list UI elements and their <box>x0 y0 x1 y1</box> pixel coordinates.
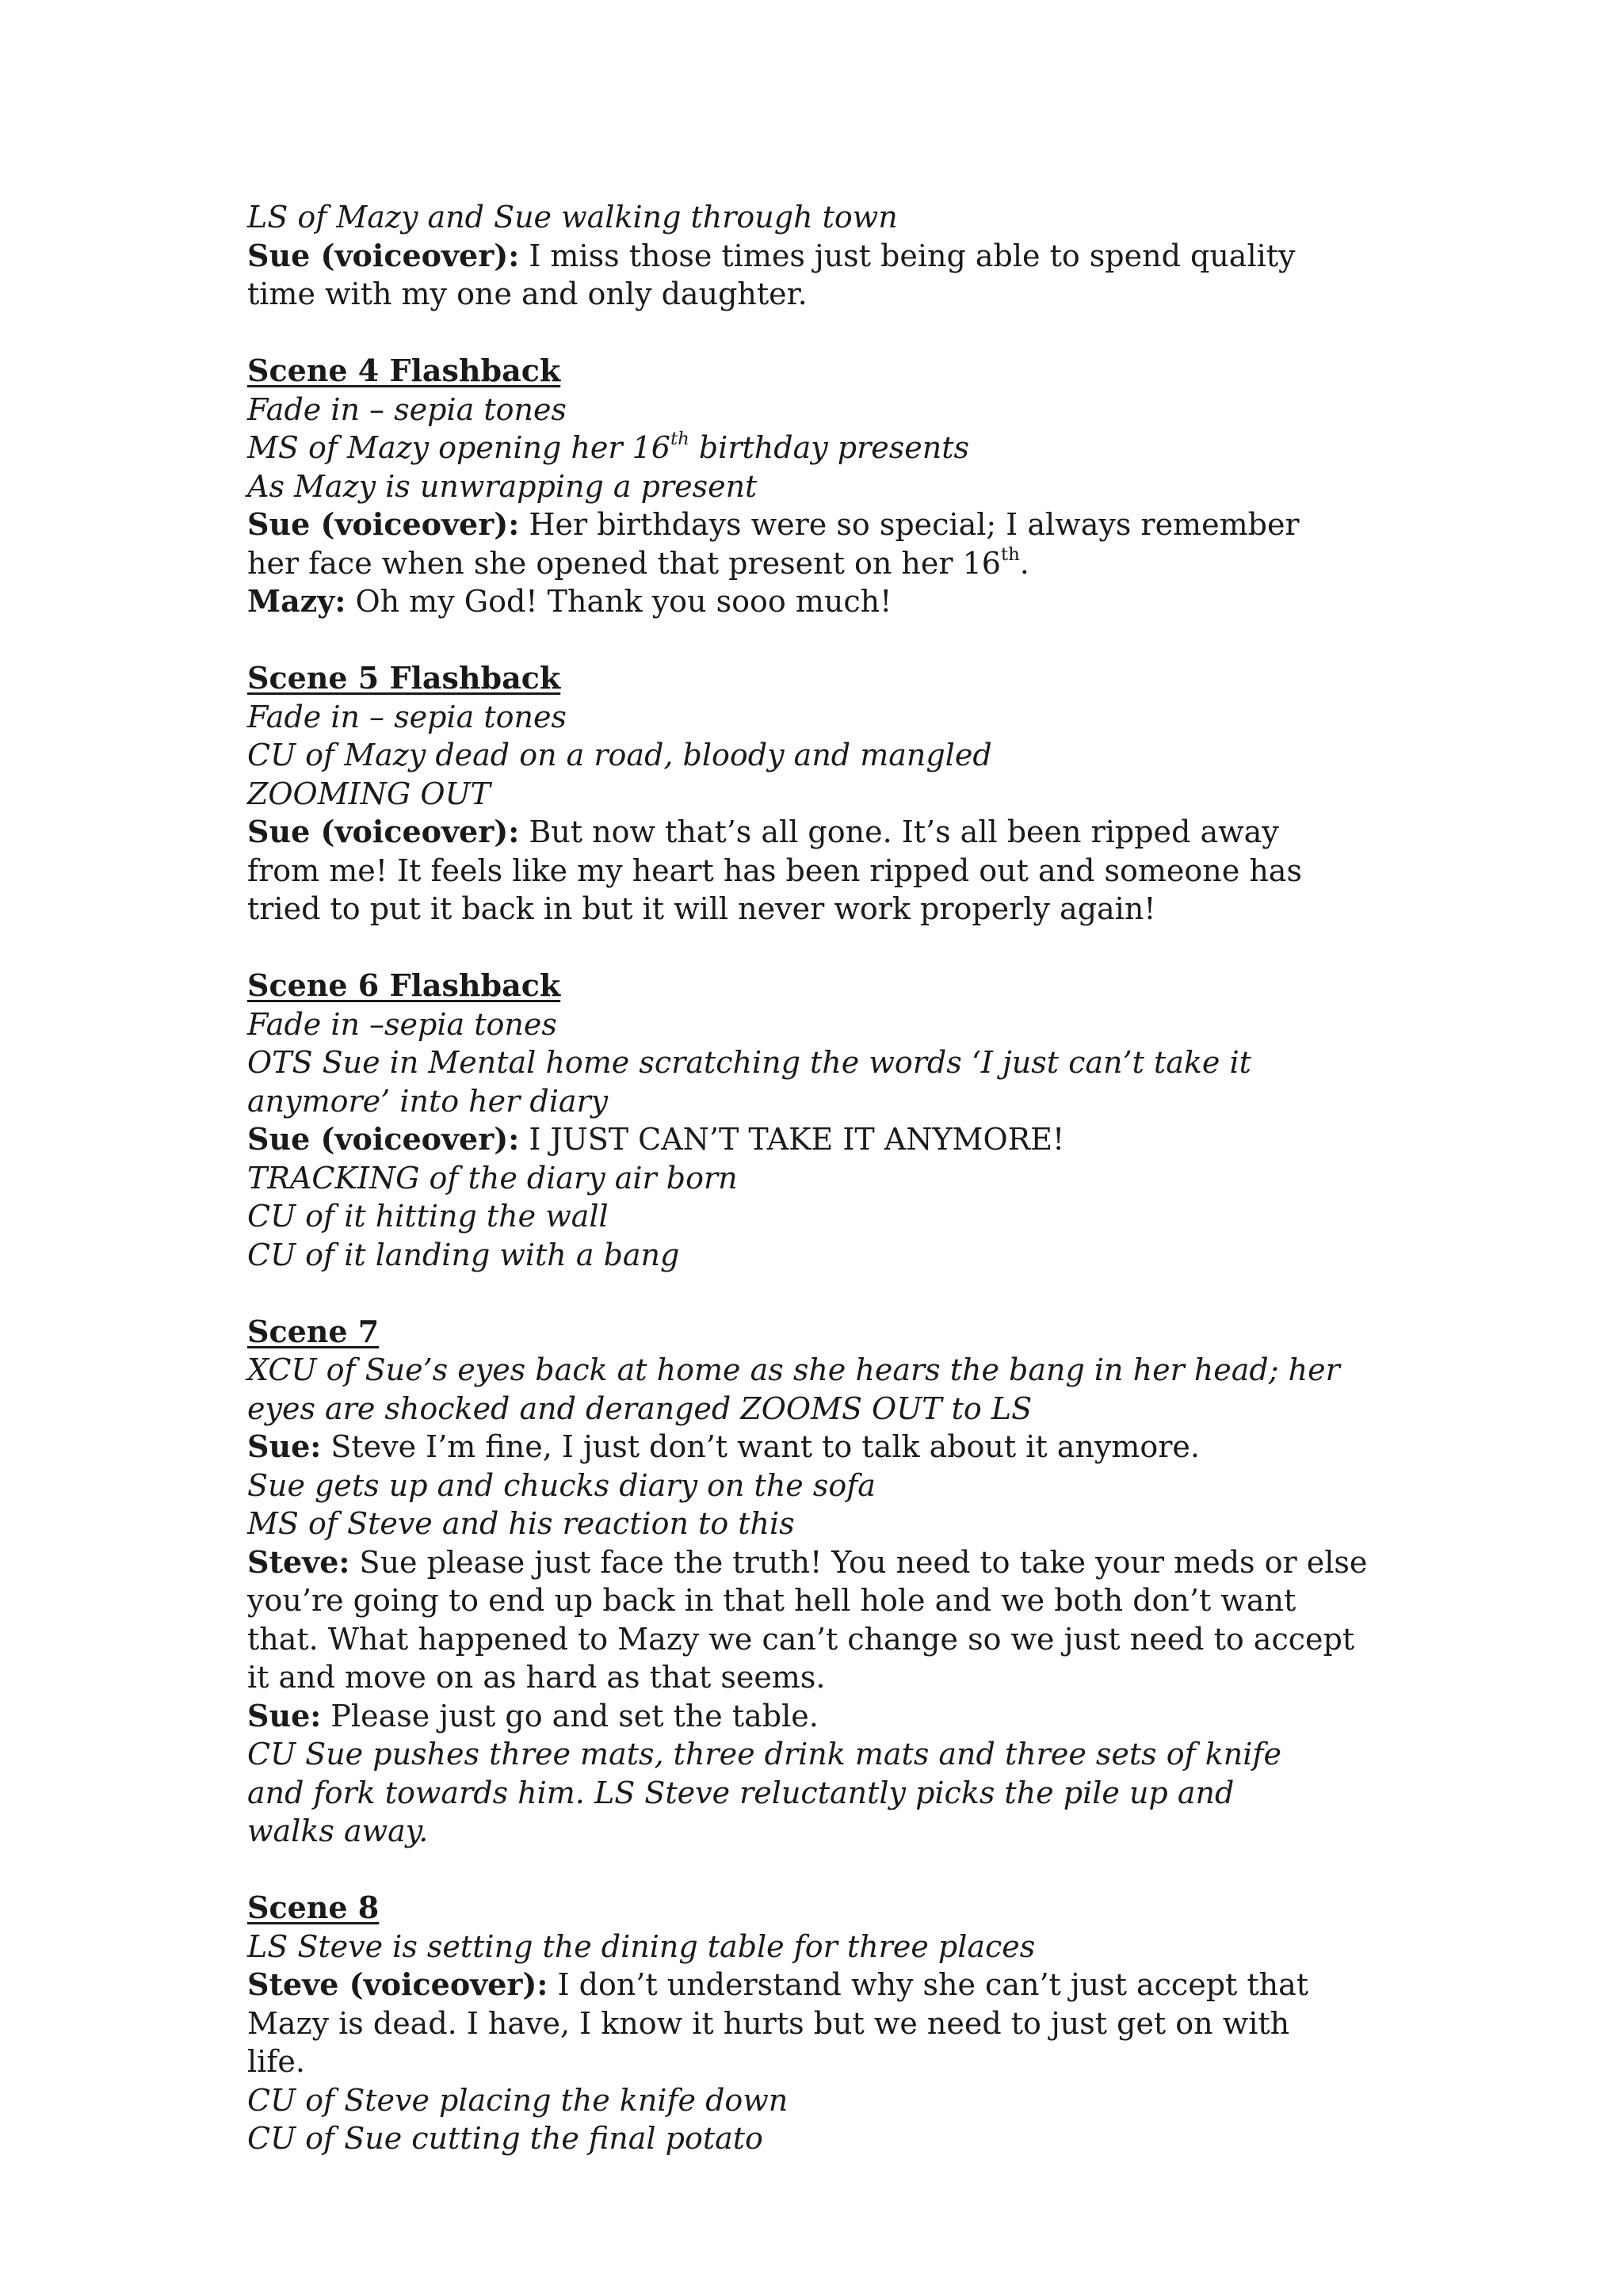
stage-direction: XCU of Sue’s eyes back at home as she hears the bang in her head; her eyes are shocked and deranged ZOOMS OUT to LS <box>247 1352 1340 1426</box>
dialogue-text: Sue please just face the truth! You need to take your meds or else you’re going to end up back in that hell hole and we both don’t want that. What happened to Mazy we can’t change so we just need to accept it and move on as hard as that seems. <box>247 1544 1368 1695</box>
stage-direction: Fade in – sepia tones <box>247 699 567 734</box>
stage-direction: CU of Sue cutting the final potato <box>247 2121 763 2156</box>
stage-direction: LS Steve is setting the dining table for three places <box>247 1928 1036 1964</box>
stage-direction: CU of Mazy dead on a road, bloody and mangled <box>247 738 992 772</box>
scene-heading: Scene 7 <box>247 1313 380 1349</box>
speaker-name: Mazy: <box>247 583 346 619</box>
speaker-name: Sue: <box>247 1697 322 1733</box>
scene-heading: Scene 5 Flashback <box>247 660 561 696</box>
dialogue-text: Her birthdays were so special; I always remember her face when she opened that present on her 16 <box>247 507 1300 581</box>
stage-direction: CU of it hitting the wall <box>247 1199 609 1234</box>
stage-direction: Fade in – sepia tones <box>247 391 567 427</box>
dialogue-text: Oh my God! Thank you sooo much! <box>346 584 892 619</box>
stage-direction: CU Sue pushes three mats, three drink mats and three sets of knife and fork towards him. LS Steve reluctantly picks the pile up and walks away. <box>247 1737 1281 1848</box>
dialogue-line <box>247 237 1341 314</box>
scene-heading: Scene 6 Flashback <box>247 967 561 1003</box>
stage-direction: CU of it landing with a bang <box>247 1237 680 1272</box>
stage-direction: LS of Mazy and Sue walking through town <box>247 200 898 235</box>
dialogue-text: But now that’s all gone. It’s all been ripped away from me! It feels like my heart has been ripped out and someone has tried to put it back in but it will never work properly again! <box>247 814 1302 926</box>
stage-direction: CU of Steve placing the knife down <box>247 2082 789 2118</box>
speaker-name: Sue (voiceover): <box>247 237 520 273</box>
stage-direction: As Mazy is unwrapping a present <box>247 468 758 504</box>
stage-direction: Fade in –sepia tones <box>247 1006 557 1042</box>
script-page <box>247 198 1396 2158</box>
speaker-name: Steve: <box>247 1543 350 1580</box>
dialogue-line: Sue (voiceover): Her birthdays were so special; I always remember her face when she opened that present on her 16th. <box>247 506 1300 581</box>
stage-direction: MS of Mazy opening her 16th birthday presents <box>247 428 969 465</box>
stage-direction: OTS Sue in Mental home scratching the words ‘I just can’t take it anymore’ into her diary <box>247 1045 1251 1119</box>
dialogue-text: Steve I’m fine, I just don’t want to talk about it anymore. <box>321 1429 1200 1464</box>
dialogue-text: I miss those times just being able to spend quality time with my one and only daughter. <box>247 238 1296 311</box>
stage-direction: MS of Steve and his reaction to this <box>247 1506 795 1541</box>
speaker-name: Sue: <box>247 1428 322 1464</box>
stage-direction: TRACKING of the diary air born <box>247 1160 738 1196</box>
dialogue-line <box>247 1966 1341 2081</box>
speaker-name: Sue (voiceover): <box>247 506 520 542</box>
dialogue-line <box>247 1120 1396 1159</box>
dialogue-line <box>247 582 1396 621</box>
scene-heading: Scene 4 Flashback <box>247 353 561 388</box>
dialogue-line <box>247 1428 1396 1466</box>
speaker-name: Sue (voiceover): <box>247 1121 520 1157</box>
scene-heading: Scene 8 <box>247 1890 380 1925</box>
dialogue-line <box>247 813 1353 929</box>
dialogue-text: I don’t understand why she can’t just accept that Mazy is dead. I have, I know it hurts but we need to just get on with life. <box>247 1967 1309 2079</box>
dialogue-text: I JUST CAN’T TAKE IT ANYMORE! <box>519 1122 1065 1157</box>
stage-direction: Sue gets up and chucks diary on the sofa <box>247 1467 876 1503</box>
dialogue-text: Please just go and set the table. <box>321 1698 819 1733</box>
speaker-name: Sue (voiceover): <box>247 814 520 849</box>
speaker-name: Steve (voiceover): <box>247 1966 548 2002</box>
stage-direction: ZOOMING OUT <box>247 776 491 811</box>
dialogue-line <box>247 1697 1396 1736</box>
dialogue-line <box>247 1543 1373 1697</box>
